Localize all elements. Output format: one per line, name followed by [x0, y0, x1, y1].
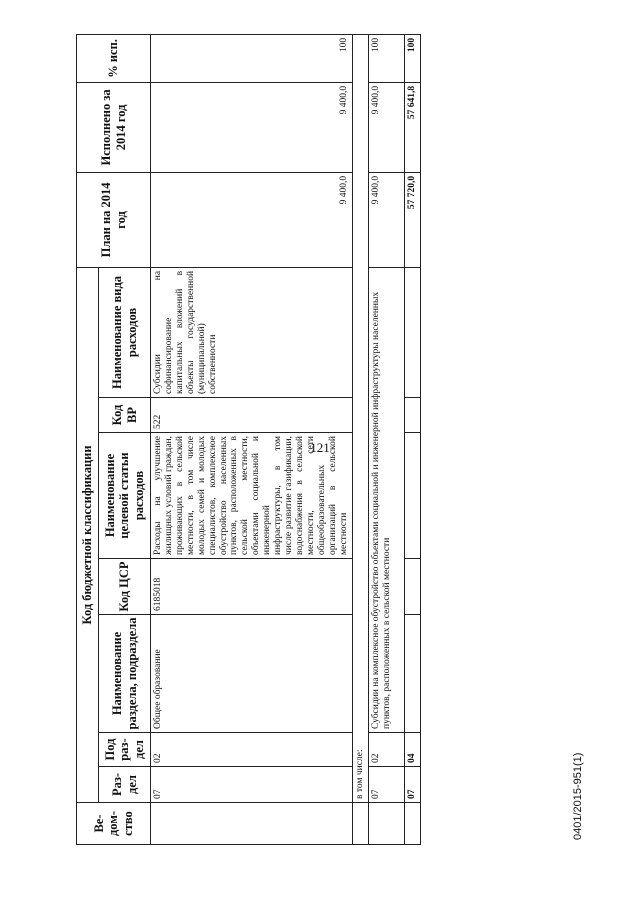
cell-empty [404, 433, 420, 559]
cell-plan-total: 57 720,0 [404, 172, 420, 267]
header-name-razdel: Наименование раздела, подраздела [99, 615, 151, 733]
cell-kod-vr: 522 [151, 398, 353, 433]
page-number: 121 [310, 440, 330, 455]
header-razdel: Раз- дел [99, 767, 151, 803]
doc-code-text: 0401/2015-951(1) [572, 752, 584, 840]
cell-percent: 100 [368, 34, 404, 82]
budget-table [76, 34, 421, 845]
cell-percent: 100 [151, 34, 353, 82]
header-podrazdel: Под раз- дел [99, 733, 151, 767]
header-kod-vr: Код ВР [99, 398, 151, 433]
table-row [151, 34, 353, 844]
table-row [352, 34, 368, 844]
cell-podrazdel: 04 [404, 733, 420, 767]
cell-vedomstvo [151, 803, 353, 845]
cell-razdel: 07 [404, 767, 420, 803]
header-percent: % исп. [77, 34, 151, 82]
header-name-csr: Наименование целевой статьи расходов [99, 433, 151, 559]
cell-empty [404, 398, 420, 433]
cell-empty [352, 803, 368, 845]
cell-ispolneno: 9 400,0 [368, 82, 404, 172]
cell-vedomstvo [404, 803, 420, 845]
cell-name-razdel: Общее образование [151, 615, 353, 733]
table-row [368, 34, 404, 844]
cell-empty [404, 559, 420, 615]
vtom-label: в том числе: [352, 34, 368, 802]
cell-podrazdel: 02 [368, 733, 404, 767]
cell-ispolneno-total: 57 641,8 [404, 82, 420, 172]
cell-razdel: 07 [151, 767, 353, 803]
cell-percent-total: 100 [404, 34, 420, 82]
header-name-vr: Наименование вида расходов [99, 267, 151, 397]
table-row [404, 34, 420, 844]
cell-kod-csr: 6185018 [151, 559, 353, 615]
cell-plan: 9 400,0 [151, 172, 353, 267]
header-group: Код бюджетной классификации [77, 267, 99, 802]
cell-podrazdel: 02 [151, 733, 353, 767]
header-ispolneno: Исполнено за 2014 год [77, 82, 151, 172]
cell-name-vr: Субсидии на софинансирование капитальных вложений в объекты государственной (муниципальной) собственности [151, 267, 353, 397]
cell-razdel: 07 [368, 767, 404, 803]
rotated-table-container [76, 35, 440, 845]
cell-plan: 9 400,0 [368, 172, 404, 267]
cell-empty [404, 615, 420, 733]
header-vedomstvo: Ве- дом- ство [77, 803, 151, 845]
cell-subsidy-text: Субсидии на комплексное обустройство объектами социальной и инженерной инфраструктуры населенных пунктов, расположенных в сельской местности [368, 267, 404, 732]
cell-vedomstvo [368, 803, 404, 845]
cell-empty [404, 267, 420, 397]
header-plan: План на 2014 год [77, 172, 151, 267]
cell-ispolneno: 9 400,0 [151, 82, 353, 172]
cell-name-csr: Расходы на улучшение жилищных условий граждан, проживающих в сельской местности, в том числе молодых семей и молодых специалистов, комплексное обустройство населенных пунктов, расположенных в сельской местности, объектами социальной и инженерной инфраструктуры, в том числе развитие газификации, водоснабжения в сельской местности, сети общеобразовательных организаций в сельской местности [151, 433, 353, 559]
header-kod-csr: Код ЦСР [99, 559, 151, 615]
